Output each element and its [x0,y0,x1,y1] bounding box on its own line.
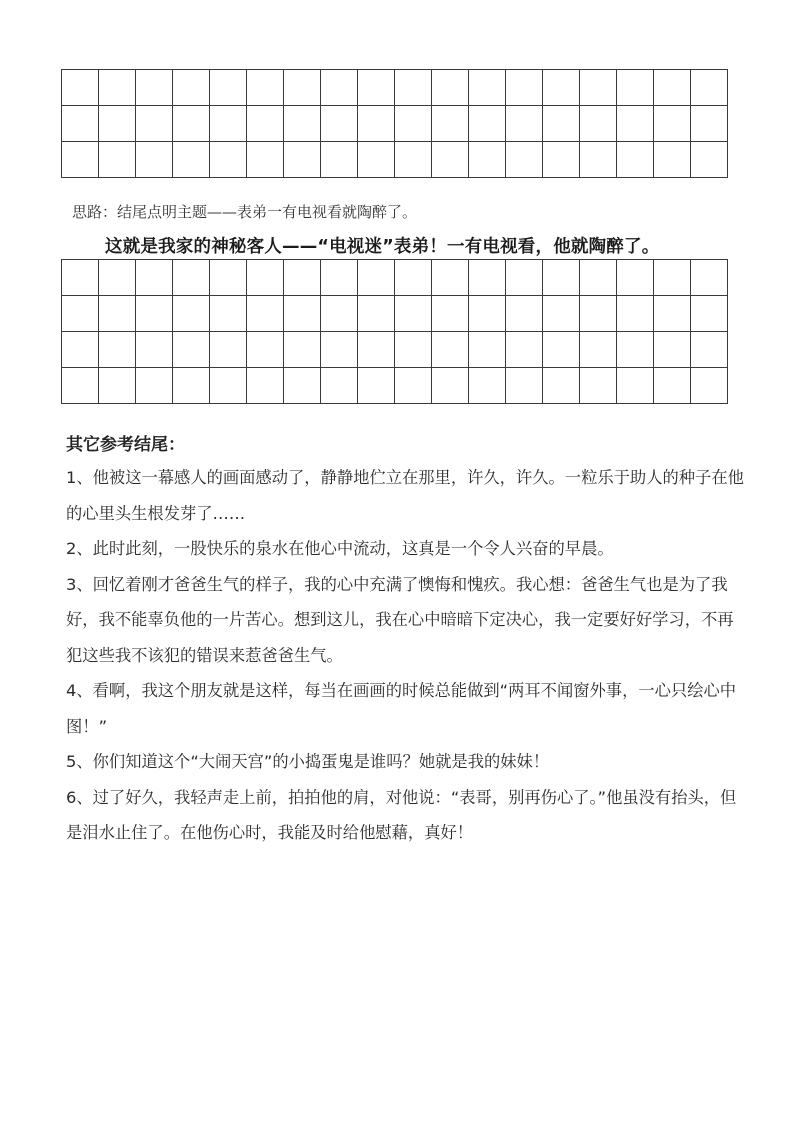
grid-cell [210,70,247,106]
writing-grid-top [61,69,728,178]
grid-cell [469,368,506,404]
grid-cell [617,142,654,178]
grid-cell [210,296,247,332]
grid-cell [99,106,136,142]
grid-cell [358,260,395,296]
grid-row [62,260,728,296]
grid-cell [506,106,543,142]
grid-cell [321,368,358,404]
writing-grid-bottom [61,259,728,404]
grid-cell [543,142,580,178]
grid-cell [99,296,136,332]
grid-cell [654,106,691,142]
grid-cell [321,70,358,106]
grid-cell [543,70,580,106]
grid-cell [395,106,432,142]
grid-cell [210,106,247,142]
grid-cell [691,260,728,296]
grid-cell [358,106,395,142]
grid-cell [173,70,210,106]
grid-cell [580,296,617,332]
grid-cell [469,260,506,296]
grid-cell [247,332,284,368]
grid-cell [543,368,580,404]
grid-cell [691,106,728,142]
list-item: 1、他被这一幕感人的画面感动了，静静地伫立在那里，许久，许久。一粒乐于助人的种子在他的心里头生根发芽了…… [66,468,744,523]
other-endings-heading: 其它参考结尾： [66,435,185,455]
grid-cell [654,260,691,296]
grid-cell [62,142,99,178]
grid-cell [321,332,358,368]
grid-cell [617,368,654,404]
grid-cell [321,296,358,332]
other-endings-list [66,460,746,851]
grid-cell [543,106,580,142]
grid-cell [173,332,210,368]
grid-cell [506,332,543,368]
grid-cell [62,296,99,332]
grid-cell [173,260,210,296]
grid-cell [691,70,728,106]
grid-cell [284,106,321,142]
grid-cell [469,70,506,106]
grid-cell [506,260,543,296]
grid-cell [469,296,506,332]
grid-cell [691,142,728,178]
grid-cell [617,106,654,142]
grid-cell [173,106,210,142]
grid-cell [543,260,580,296]
grid-cell [580,332,617,368]
list-item: 2、此时此刻，一股快乐的泉水在他心中流动，这真是一个令人兴奋的早晨。 [66,539,614,558]
grid-cell [395,70,432,106]
grid-cell [358,368,395,404]
list-item: 5、你们知道这个“大闹天宫”的小捣蛋鬼是谁吗？她就是我的妹妹！ [66,752,550,771]
grid-cell [395,332,432,368]
grid-cell [617,296,654,332]
grid-cell [506,142,543,178]
grid-cell [247,70,284,106]
grid-row [62,106,728,142]
grid-cell [99,368,136,404]
grid-cell [99,70,136,106]
grid-cell [99,142,136,178]
grid-cell [432,106,469,142]
grid-cell [173,368,210,404]
model-sentence: 这就是我家的神秘客人——“电视迷”表弟！一有电视看，他就陶醉了。 [105,237,660,257]
grid-cell [469,106,506,142]
grid-cell [654,368,691,404]
grid-row [62,296,728,332]
grid-cell [654,70,691,106]
grid-cell [358,142,395,178]
grid-cell [62,260,99,296]
grid-cell [99,332,136,368]
grid-cell [617,332,654,368]
grid-cell [321,142,358,178]
grid-cell [543,332,580,368]
grid-cell [173,296,210,332]
grid-cell [136,260,173,296]
grid-cell [506,368,543,404]
list-item: 4、看啊，我这个朋友就是这样，每当在画画的时候总能做到“两耳不闻窗外事，一心只绘心中图！” [66,681,737,736]
grid-cell [358,296,395,332]
grid-cell [136,142,173,178]
grid-cell [247,142,284,178]
grid-cell [395,142,432,178]
grid-cell [321,106,358,142]
grid-cell [617,260,654,296]
grid-cell [321,260,358,296]
grid-cell [395,368,432,404]
list-item: 3、回忆着刚才爸爸生气的样子，我的心中充满了懊悔和愧疚。我心想：爸爸生气也是为了我好，我不能辜负他的一片苦心。想到这儿，我在心中暗暗下定决心，我一定要好好学习，不再犯这些我不该犯的错误来惹爸爸生气。 [66,574,734,665]
grid-cell [432,332,469,368]
hint-text: 思路：结尾点明主题——表弟一有电视看就陶醉了。 [72,203,418,221]
grid-cell [62,106,99,142]
grid-cell [580,142,617,178]
grid-cell [62,70,99,106]
grid-cell [136,332,173,368]
grid-cell [432,296,469,332]
grid-cell [62,368,99,404]
grid-cell [99,260,136,296]
grid-cell [136,296,173,332]
grid-cell [247,106,284,142]
grid-cell [580,106,617,142]
grid-cell [247,260,284,296]
grid-cell [506,296,543,332]
grid-cell [210,142,247,178]
grid-cell [432,260,469,296]
grid-cell [580,368,617,404]
grid-cell [247,296,284,332]
grid-cell [691,296,728,332]
grid-cell [580,70,617,106]
grid-cell [173,142,210,178]
grid-cell [284,296,321,332]
grid-cell [62,332,99,368]
grid-cell [358,70,395,106]
grid-cell [247,368,284,404]
grid-row [62,332,728,368]
grid-cell [432,142,469,178]
grid-cell [506,70,543,106]
grid-cell [395,296,432,332]
grid-cell [136,368,173,404]
grid-cell [284,260,321,296]
grid-cell [210,260,247,296]
grid-cell [432,368,469,404]
grid-cell [580,260,617,296]
grid-cell [654,296,691,332]
grid-cell [284,332,321,368]
grid-cell [136,106,173,142]
grid-cell [284,70,321,106]
grid-cell [691,332,728,368]
grid-cell [617,70,654,106]
grid-cell [691,368,728,404]
grid-cell [654,332,691,368]
grid-cell [210,368,247,404]
grid-row [62,368,728,404]
grid-cell [284,142,321,178]
grid-cell [210,332,247,368]
grid-row [62,142,728,178]
grid-cell [543,296,580,332]
grid-cell [432,70,469,106]
grid-cell [284,368,321,404]
grid-cell [395,260,432,296]
grid-cell [358,332,395,368]
grid-row [62,70,728,106]
grid-cell [469,332,506,368]
grid-cell [469,142,506,178]
list-item: 6、过了好久，我轻声走上前，拍拍他的肩，对他说：“表哥，别再伤心了。”他虽没有抬头，但是泪水止住了。在他伤心时，我能及时给他慰藉，真好！ [66,787,737,842]
grid-cell [136,70,173,106]
grid-cell [654,142,691,178]
